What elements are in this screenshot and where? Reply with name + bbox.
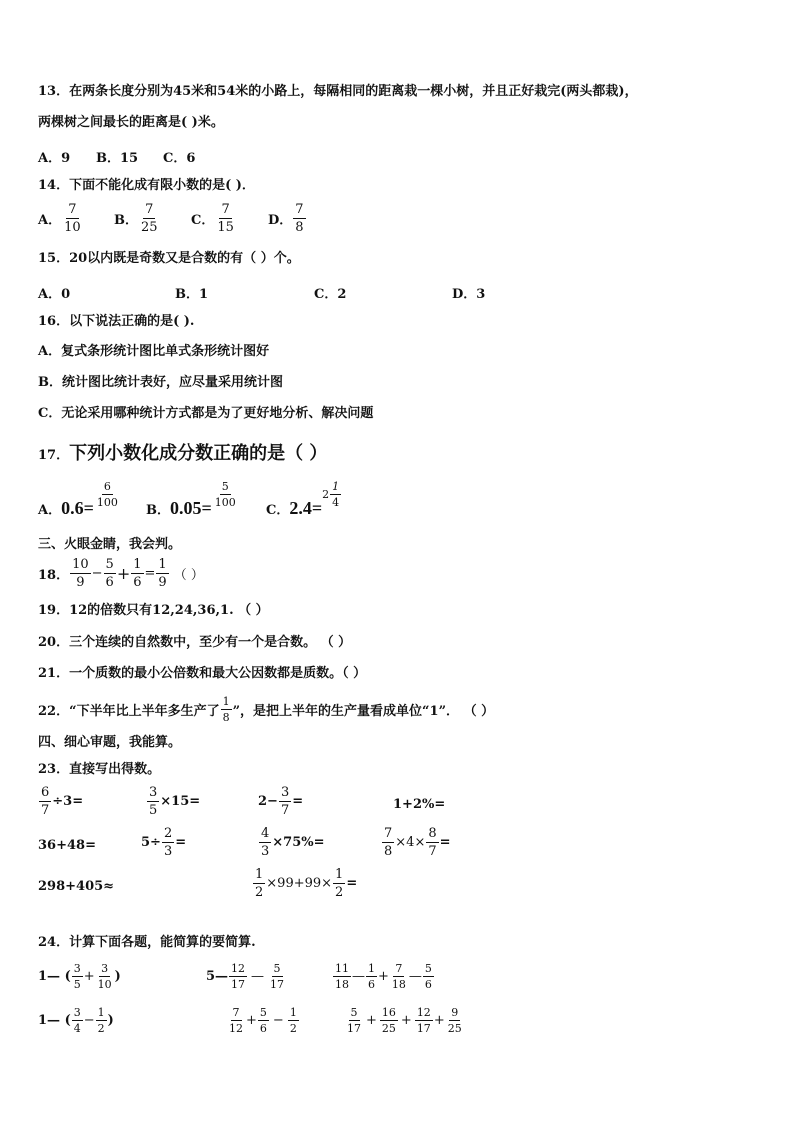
q24-r2-item1: 1— ( $\frac{3}{4}$ − $\frac{1}{2}$ ) (38, 1006, 114, 1035)
q13-option-b: B．15 (96, 151, 139, 166)
q19: 19．12的倍数只有12,24,36,1. （ ） (38, 603, 269, 618)
q13-option-c: C．6 (163, 151, 196, 166)
q16-option-b: B．统计图比统计表好，应尽量采用统计图 (38, 375, 283, 390)
q16-stem: 16．以下说法正确的是( ). (38, 314, 195, 329)
q13-line1: 13．在两条长度分别为45米和54米的小路上，每隔相同的距离栽一棵小树，并且正好栽完(两头都栽)， (38, 84, 638, 99)
q14-stem: 14．下面不能化成有限小数的是( )． (38, 178, 255, 193)
q13-line2: 两棵树之间最长的距离是( )米。 (38, 115, 224, 130)
q21: 21．一个质数的最小公倍数和最大公因数都是质数。（ ） (38, 666, 367, 681)
q24-r1-item3: $\frac{11}{18}$ — $\frac{1}{6}$ + $\frac{7}{18}$ — $\frac{5}{6}$ (335, 962, 432, 991)
q15-stem: 15．20以内既是奇数又是合数的有（ ）个。 (38, 251, 300, 266)
q23-r1-item2: $\frac{3}{5}$ ×15= (149, 785, 201, 818)
q23-r1-item4: 1+2%= (393, 797, 446, 812)
q15-option-d: D．3 (452, 287, 486, 302)
q23-r2-item1: 36+48= (38, 838, 96, 853)
section-3-heading: 三、火眼金睛，我会判。 (38, 537, 182, 552)
q14-option-d: D． $\frac{7}{8}$ (268, 202, 304, 235)
q15-option-b: B．1 (175, 287, 209, 302)
q23-r3-item1: 298+405≈ (38, 879, 115, 894)
q23-r2-item4: $\frac{7}{8}$ ×4× $\frac{8}{7}$ = (384, 826, 451, 859)
q23-r1-item1: $\frac{6}{7}$ ÷3= (41, 785, 84, 818)
q24-r1-item1: 1— ( $\frac{3}{5}$ + $\frac{3}{10}$ ) (38, 962, 121, 991)
q18: 18． $\frac{10}{9}$ − $\frac{5}{6}$ + $\frac{1}{6}$ = $\frac{1}{9}$ （ ） (38, 557, 204, 590)
q14-option-c: C． $\frac{7}{15}$ (191, 202, 234, 235)
q23-r3-item2: $\frac{1}{2}$ ×99+99× $\frac{1}{2}$ = (255, 867, 358, 900)
q23-stem: 23．直接写出得数。 (38, 762, 161, 777)
section-4-heading: 四、细心审题，我能算。 (38, 735, 182, 750)
q22: 22．“下半年比上半年多生产了 $\frac{1}{8}$ ”，是把上半年的生产量看成单位“1”． （ ） (38, 695, 495, 724)
q13-option-a: A．9 (38, 151, 71, 166)
q17-stem: 17．下列小数化成分数正确的是（ ） (38, 443, 328, 464)
q23-r2-item2: 5÷ $\frac{2}{3}$ = (141, 826, 187, 859)
q24-r2-item2: $\frac{7}{12}$ + $\frac{5}{6}$ − $\frac{1}{2}$ (229, 1006, 297, 1035)
q23-r2-item3: $\frac{4}{3}$ ×75%= (261, 826, 325, 859)
q14-option-b: B． $\frac{7}{25}$ (114, 202, 158, 235)
q17-option-b: B． 0.05= $\frac{5}{100}$ (146, 480, 236, 518)
q23-r1-item3: 2− $\frac{3}{7}$ = (258, 785, 304, 818)
q16-option-a: A．复式条形统计图比单式条形统计图好 (38, 344, 270, 359)
q17-option-c: C． 2.4= 2 $\frac{1}{4}$ (266, 480, 340, 518)
q14-option-a: A． $\frac{7}{10}$ (38, 202, 81, 235)
q15-option-c: C．2 (314, 287, 347, 302)
q15-option-a: A．0 (38, 287, 71, 302)
q24-stem: 24．计算下面各题，能简算的要简算. (38, 935, 256, 950)
q17-option-a: A． 0.6= $\frac{6}{100}$ (38, 480, 118, 518)
q24-r1-item2: 5— $\frac{12}{17}$ — $\frac{5}{17}$ (206, 962, 285, 991)
q20: 20．三个连续的自然数中，至少有一个是合数。 （ ） (38, 635, 352, 650)
q16-option-c: C．无论采用哪种统计方式都是为了更好地分析、解决问题 (38, 406, 374, 421)
q24-r2-item3: $\frac{5}{17}$ + $\frac{16}{25}$ + $\frac{12}{17}$ + $\frac{9}{25}$ (347, 1006, 462, 1035)
